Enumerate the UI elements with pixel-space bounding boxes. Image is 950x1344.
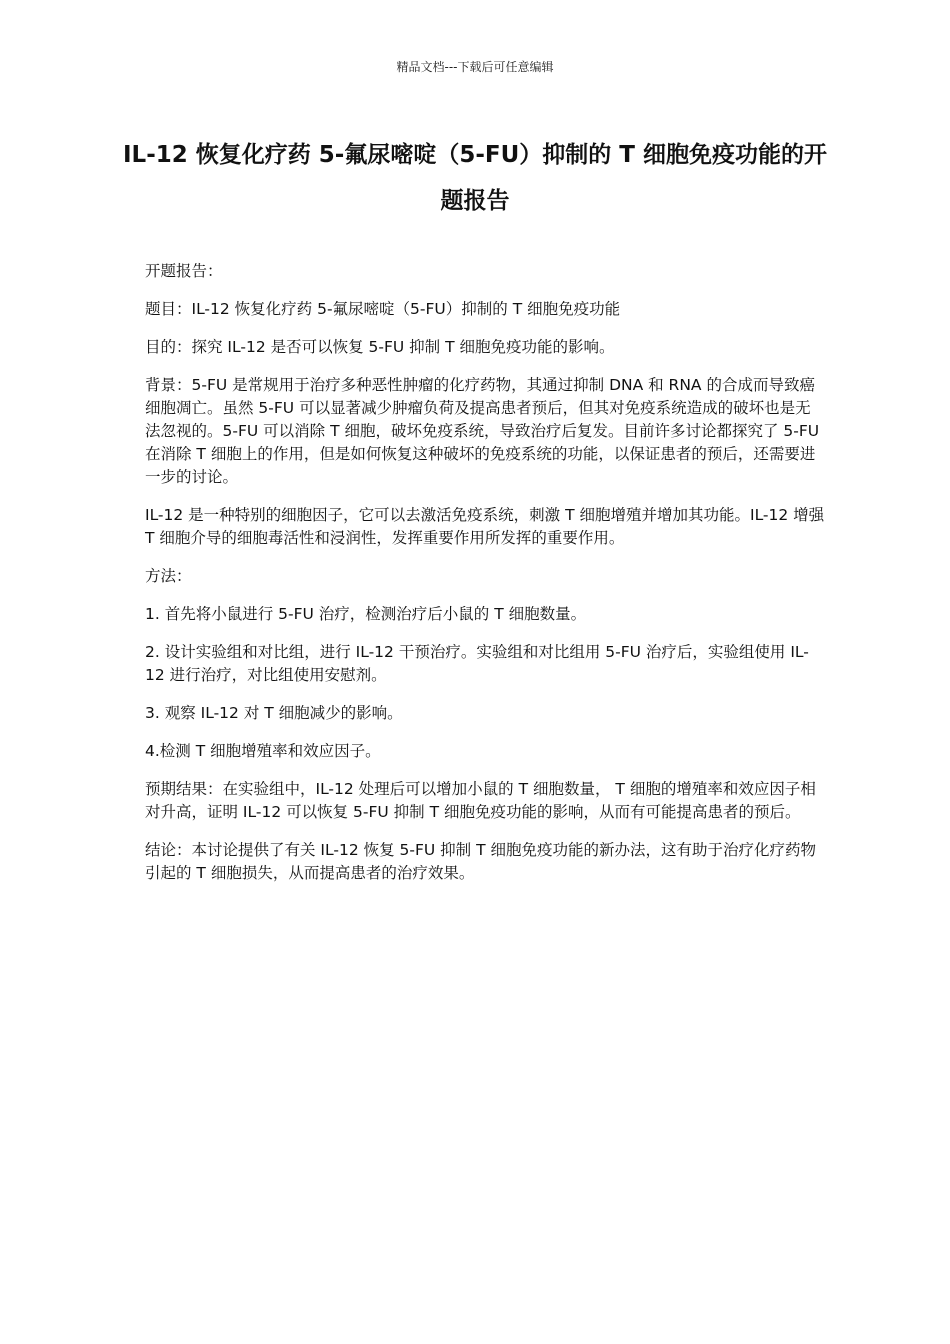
- paragraph-report-label: 开题报告：: [145, 262, 223, 280]
- paragraph-method-1: 1. 首先将小鼠进行 5-FU 治疗，检测治疗后小鼠的 T 细胞数量。: [145, 605, 587, 623]
- document-body: [145, 260, 825, 900]
- paragraph-topic: 题目：IL-12 恢复化疗药 5-氟尿嘧啶（5-FU）抑制的 T 细胞免疫功能: [145, 300, 621, 318]
- paragraph-method-4: 4.检测 T 细胞增殖率和效应因子。: [145, 742, 381, 760]
- paragraph-purpose: 目的：探究 IL-12 是否可以恢复 5-FU 抑制 T 细胞免疫功能的影响。: [145, 338, 615, 356]
- document-title: IL-12 恢复化疗药 5-氟尿嘧啶（5-FU）抑制的 T 细胞免疫功能的开题报告: [123, 142, 827, 214]
- paragraph-method-3: 3. 观察 IL-12 对 T 细胞减少的影响。: [145, 704, 403, 722]
- paragraph-background: 背景：5-FU 是常规用于治疗多种恶性肿瘤的化疗药物，其通过抑制 DNA 和 RNA 的合成而导致癌细胞凋亡。虽然 5-FU 可以显著减少肿瘤负荷及提高患者预后，但其对免疫系统造成的破坏也是无法忽视的。5-FU 可以消除 T 细胞，破坏免疫系统，导致治疗后复发。目前许多讨论都探究了 5-FU 在消除 T 细胞上的作用，但是如何恢复这种破坏的免疫系统的功能，以保证患者的预后，还需要进一步的讨论。: [145, 376, 820, 486]
- paragraph-il12: IL-12 是一种特别的细胞因子，它可以去激活免疫系统，刺激 T 细胞增殖并增加其功能。IL-12 增强 T 细胞介导的细胞毒活性和浸润性，发挥重要作用所发挥的重要作用。: [145, 506, 825, 547]
- header-note: 精品文档---下载后可任意编辑: [396, 60, 554, 74]
- paragraph-method-2: 2. 设计实验组和对比组，进行 IL-12 干预治疗。实验组和对比组用 5-FU 治疗后，实验组使用 IL-12 进行治疗，对比组使用安慰剂。: [145, 643, 809, 684]
- paragraph-conclusion: 结论：本讨论提供了有关 IL-12 恢复 5-FU 抑制 T 细胞免疫功能的新办法，这有助于治疗化疗药物引起的 T 细胞损失，从而提高患者的治疗效果。: [145, 841, 816, 882]
- paragraph-methods-label: 方法：: [145, 567, 192, 585]
- paragraph-expected-results: 预期结果：在实验组中，IL-12 处理后可以增加小鼠的 T 细胞数量， T 细胞的增殖率和效应因子相对升高，证明 IL-12 可以恢复 5-FU 抑制 T 细胞免疫功能的影响，从而有可能提高患者的预后。: [145, 780, 816, 821]
